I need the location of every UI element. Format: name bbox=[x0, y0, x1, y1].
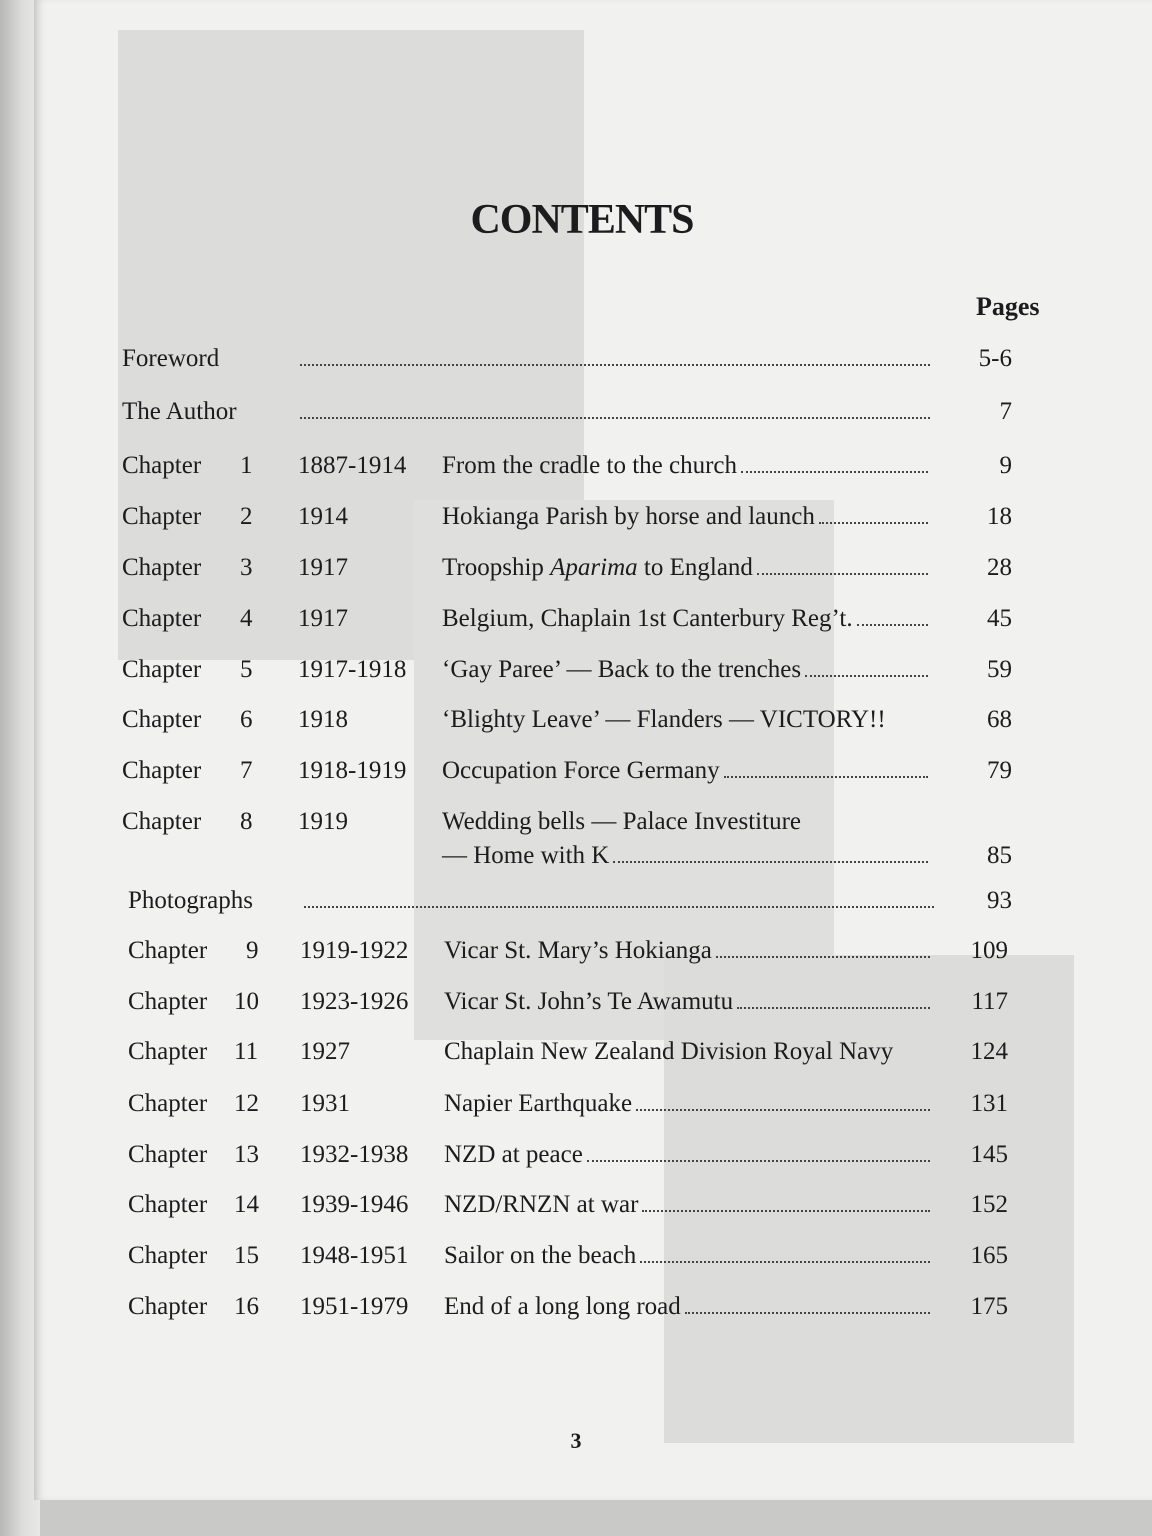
chapter-number: 7 bbox=[240, 757, 253, 784]
chapter-title bbox=[444, 1188, 930, 1222]
entry-page: 93 bbox=[987, 887, 1012, 914]
dot-leader bbox=[857, 602, 928, 626]
toc-entry-foreword bbox=[122, 342, 1022, 376]
dot-leader bbox=[805, 653, 928, 677]
chapter-number: 12 bbox=[234, 1090, 259, 1117]
dot-leader bbox=[757, 551, 928, 575]
chapter-years: 1948-1951 bbox=[300, 1242, 409, 1269]
entry-page: 175 bbox=[970, 1293, 1008, 1320]
dot-leader bbox=[587, 1138, 930, 1162]
chapter-word: Chapter bbox=[128, 1141, 208, 1168]
chapter-title bbox=[442, 754, 928, 788]
chapter-title bbox=[442, 653, 928, 687]
toc-entry-chapter bbox=[128, 985, 1028, 1019]
chapter-word: Chapter bbox=[122, 503, 202, 530]
chapter-title bbox=[444, 1138, 930, 1172]
dot-leader bbox=[304, 906, 934, 908]
chapter-title-text: Napier Earthquake bbox=[444, 1090, 633, 1117]
chapter-years: 1918 bbox=[298, 706, 348, 733]
toc-entry-chapter bbox=[122, 703, 1022, 737]
chapter-years: 1923-1926 bbox=[300, 988, 409, 1015]
chapter-years: 1917 bbox=[298, 605, 348, 632]
ship-name: Aparima bbox=[550, 554, 638, 581]
chapter-word: Chapter bbox=[128, 1090, 208, 1117]
entry-page: 18 bbox=[987, 503, 1012, 530]
entry-page: 145 bbox=[970, 1141, 1008, 1168]
entry-page: 68 bbox=[987, 706, 1012, 733]
chapter-title-text: NZD at peace bbox=[444, 1141, 583, 1168]
toc-entry-chapter bbox=[128, 934, 1028, 968]
entry-page: 59 bbox=[987, 656, 1012, 683]
chapter-number: 2 bbox=[240, 503, 253, 530]
toc-entry-chapter bbox=[122, 551, 1022, 585]
chapter-number: 10 bbox=[234, 988, 259, 1015]
chapter-years: 1939-1946 bbox=[300, 1191, 409, 1218]
entry-page: 5-6 bbox=[978, 345, 1012, 372]
chapter-title-text: ‘Gay Paree’ — Back to the trenches bbox=[442, 656, 802, 683]
chapter-title-line-2-wrap bbox=[442, 839, 928, 873]
chapter-number: 1 bbox=[240, 452, 253, 479]
entry-page: 79 bbox=[987, 757, 1012, 784]
chapter-word: Chapter bbox=[128, 988, 208, 1015]
entry-label: Photographs bbox=[128, 887, 253, 914]
chapter-title bbox=[444, 985, 930, 1019]
entry-page: 109 bbox=[970, 937, 1008, 964]
chapter-title bbox=[444, 1035, 930, 1069]
dot-leader bbox=[640, 1239, 930, 1263]
chapter-title-text: Troopship bbox=[442, 554, 551, 581]
chapter-years: 1887-1914 bbox=[298, 452, 407, 479]
chapter-word: Chapter bbox=[128, 1242, 208, 1269]
chapter-years: 1918-1919 bbox=[298, 757, 407, 784]
chapter-years: 1931 bbox=[300, 1090, 350, 1117]
chapter-title bbox=[444, 1239, 930, 1273]
toc-entry-chapter bbox=[128, 1138, 1028, 1172]
entry-page: 28 bbox=[987, 554, 1012, 581]
chapter-years: 1951-1979 bbox=[300, 1293, 409, 1320]
chapter-number: 15 bbox=[234, 1242, 259, 1269]
chapter-number: 6 bbox=[240, 706, 253, 733]
dot-leader bbox=[642, 1188, 930, 1212]
entry-page: 152 bbox=[970, 1191, 1008, 1218]
chapter-number: 16 bbox=[234, 1293, 259, 1320]
chapter-word: Chapter bbox=[122, 656, 202, 683]
entry-page: 165 bbox=[970, 1242, 1008, 1269]
chapter-number: 11 bbox=[234, 1038, 259, 1065]
toc-entry-chapter bbox=[122, 449, 1022, 483]
chapter-title-text: From the cradle to the church bbox=[442, 452, 738, 479]
chapter-number: 13 bbox=[234, 1141, 259, 1168]
chapter-word: Chapter bbox=[128, 937, 208, 964]
chapter-title-line-2: — Home with K bbox=[442, 842, 610, 869]
entry-label: The Author bbox=[122, 398, 237, 425]
chapter-word: Chapter bbox=[122, 808, 202, 835]
entry-page: 45 bbox=[987, 605, 1012, 632]
chapter-years: 1917-1918 bbox=[298, 656, 407, 683]
entry-page: 85 bbox=[987, 842, 1012, 869]
entry-page: 131 bbox=[970, 1090, 1008, 1117]
chapter-years: 1919 bbox=[298, 808, 348, 835]
dot-leader bbox=[741, 449, 928, 473]
chapter-title-text: Belgium, Chaplain 1st Canterbury Reg’t. bbox=[442, 605, 853, 632]
pages-column-header: Pages bbox=[976, 292, 1040, 321]
chapter-title bbox=[442, 449, 928, 483]
chapter-title bbox=[442, 500, 928, 534]
page-number: 3 bbox=[570, 1428, 582, 1453]
dot-leader bbox=[685, 1290, 930, 1314]
chapter-title-text: Hokianga Parish by horse and launch bbox=[442, 503, 815, 530]
chapter-number: 3 bbox=[240, 554, 253, 581]
chapter-years: 1914 bbox=[298, 503, 348, 530]
toc-entry-chapter bbox=[128, 1188, 1028, 1222]
chapter-years: 1932-1938 bbox=[300, 1141, 409, 1168]
page-title: CONTENTS bbox=[470, 197, 694, 243]
chapter-word: Chapter bbox=[128, 1191, 208, 1218]
chapter-title bbox=[444, 1087, 930, 1121]
chapter-years: 1917 bbox=[298, 554, 348, 581]
toc-entry-photographs bbox=[128, 884, 1028, 918]
chapter-word: Chapter bbox=[128, 1038, 208, 1065]
toc-entry-chapter bbox=[122, 653, 1022, 687]
chapter-word: Chapter bbox=[122, 706, 202, 733]
toc-entry-chapter bbox=[128, 1239, 1028, 1273]
chapter-title bbox=[442, 703, 928, 737]
chapter-years: 1919-1922 bbox=[300, 937, 409, 964]
dot-leader bbox=[819, 500, 928, 524]
chapter-title bbox=[444, 1290, 930, 1324]
toc-entry-chapter bbox=[122, 805, 1022, 873]
entry-page: 9 bbox=[999, 452, 1012, 479]
chapter-title bbox=[442, 551, 928, 585]
toc-entry-the-author bbox=[122, 395, 1022, 429]
toc-entry-chapter bbox=[122, 602, 1022, 636]
chapter-title-line-1: Wedding bells — Palace Investiture bbox=[442, 808, 801, 835]
chapter-title bbox=[444, 934, 930, 968]
chapter-word: Chapter bbox=[122, 554, 202, 581]
chapter-title-text: NZD/RNZN at war bbox=[444, 1191, 639, 1218]
toc-entry-chapter bbox=[128, 1290, 1028, 1324]
chapter-title bbox=[442, 805, 928, 873]
chapter-title-text: Vicar St. John’s Te Awamutu bbox=[444, 988, 734, 1015]
chapter-title-text: to England bbox=[637, 554, 753, 581]
dot-leader bbox=[300, 417, 930, 419]
chapter-title-text: Occupation Force Germany bbox=[442, 757, 720, 784]
chapter-title-text: End of a long long road bbox=[444, 1293, 681, 1320]
entry-label: Foreword bbox=[122, 345, 220, 372]
chapter-word: Chapter bbox=[122, 605, 202, 632]
dot-leader bbox=[737, 985, 930, 1009]
chapter-title-text: Vicar St. Mary’s Hokianga bbox=[444, 937, 712, 964]
entry-page: 7 bbox=[999, 398, 1012, 425]
dot-leader bbox=[300, 364, 930, 366]
chapter-title bbox=[442, 602, 928, 636]
chapter-number: 14 bbox=[234, 1191, 259, 1218]
chapter-word: Chapter bbox=[128, 1293, 208, 1320]
toc-entry-chapter bbox=[122, 754, 1022, 788]
chapter-title-text: Chaplain New Zealand Division Royal Navy bbox=[444, 1038, 894, 1065]
dot-leader bbox=[613, 839, 928, 863]
entry-page: 117 bbox=[971, 988, 1008, 1015]
dot-leader bbox=[636, 1087, 930, 1111]
dot-leader bbox=[724, 754, 928, 778]
toc-entry-chapter bbox=[128, 1087, 1028, 1121]
chapter-years: 1927 bbox=[300, 1038, 350, 1065]
chapter-word: Chapter bbox=[122, 452, 202, 479]
chapter-title-text: Sailor on the beach bbox=[444, 1242, 637, 1269]
chapter-number: 8 bbox=[240, 808, 253, 835]
toc-entry-chapter bbox=[122, 500, 1022, 534]
chapter-word: Chapter bbox=[122, 757, 202, 784]
toc-entry-chapter bbox=[128, 1035, 1028, 1069]
chapter-title-text: ‘Blighty Leave’ — Flanders — VICTORY!! bbox=[442, 706, 886, 733]
chapter-number: 5 bbox=[240, 656, 253, 683]
entry-page: 124 bbox=[970, 1038, 1008, 1065]
chapter-number: 4 bbox=[240, 605, 253, 632]
dot-leader bbox=[716, 934, 930, 958]
chapter-number: 9 bbox=[246, 937, 259, 964]
